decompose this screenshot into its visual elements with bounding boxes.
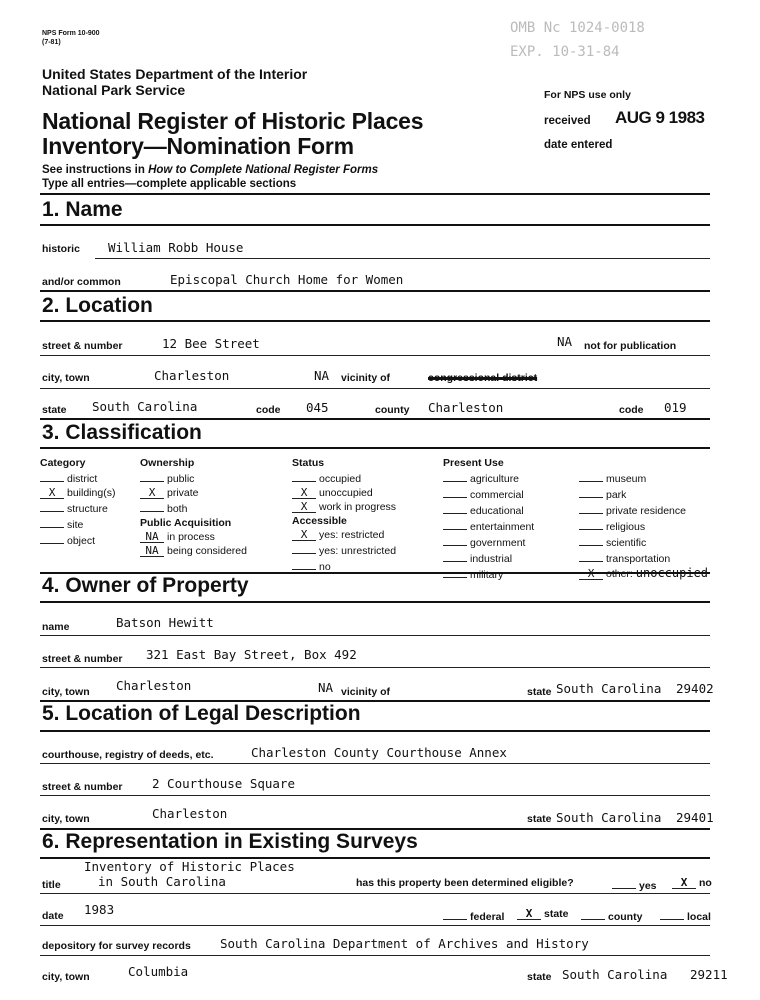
checkbox-district[interactable]: district (40, 470, 115, 486)
service: National Park Service (42, 82, 186, 98)
checkbox-agriculture[interactable]: agriculture (443, 470, 534, 486)
owner-city-label: city, town (42, 686, 90, 698)
rule (40, 320, 710, 322)
checkbox-structure[interactable]: structure (40, 500, 115, 516)
owner-state-value[interactable]: South Carolina (556, 681, 662, 696)
nps-use-label: For NPS use only (544, 89, 631, 101)
checkbox-buildings[interactable]: X building(s) (40, 486, 115, 500)
owner-zip-value[interactable]: 29402 (676, 681, 714, 696)
survey-city-value[interactable]: Columbia (128, 964, 189, 979)
survey-state[interactable]: X state (517, 908, 569, 920)
vicinity-label: vicinity of (341, 372, 391, 384)
omb-stamp-line1: OMB Nc 1024-0018 (510, 20, 645, 36)
department: United States Department of the Interior (42, 66, 308, 82)
rule (40, 418, 710, 420)
field-underline (40, 635, 710, 636)
field-underline (40, 667, 710, 668)
state-value[interactable]: South Carolina (92, 399, 198, 414)
historic-label: historic (42, 243, 80, 255)
rule (40, 447, 710, 449)
congressional-district-label: congressional district (428, 372, 538, 384)
rule (40, 193, 710, 195)
checkbox-occupied[interactable]: occupied (292, 470, 396, 486)
field-underline (40, 925, 710, 926)
checkbox-park[interactable]: park (579, 486, 708, 502)
common-value[interactable]: Episcopal Church Home for Women (170, 272, 404, 287)
accessible-title: Accessible (292, 515, 347, 527)
status-title: Status (292, 457, 325, 469)
checkbox-in-process[interactable]: NA in process (140, 530, 247, 544)
received-label: received (544, 115, 591, 127)
survey-date-label: date (42, 910, 64, 922)
checkbox-public[interactable]: public (140, 470, 247, 486)
section-1-heading: 1. Name (42, 198, 123, 221)
checkbox-entertainment[interactable]: entertainment (443, 518, 534, 534)
checkbox-unoccupied[interactable]: X unoccupied (292, 486, 396, 500)
legal-city-value[interactable]: Charleston (152, 806, 228, 821)
checkbox-yes-unrestricted[interactable]: yes: unrestricted (292, 542, 396, 558)
section-4-heading: 4. Owner of Property (42, 574, 249, 597)
ownership-group (140, 456, 247, 558)
owner-city-value[interactable]: Charleston (116, 678, 192, 693)
survey-title-value-1[interactable]: Inventory of Historic Places (84, 859, 295, 874)
checkbox-work-in-progress[interactable]: X work in progress (292, 500, 396, 514)
county-value[interactable]: Charleston (428, 400, 504, 415)
street-label: street & number (42, 340, 123, 352)
historic-value[interactable]: William Robb House (108, 240, 244, 255)
acquisition-title: Public Acquisition (140, 517, 232, 529)
checkbox-industrial[interactable]: industrial (443, 550, 534, 566)
legal-zip-value[interactable]: 29401 (676, 810, 714, 825)
checkbox-military[interactable]: military (443, 566, 534, 582)
owner-vicinity-label: vicinity of (341, 686, 391, 698)
section-5-heading: 5. Location of Legal Description (42, 702, 361, 725)
present-use-group-2 (579, 470, 708, 581)
category-group (40, 456, 115, 548)
legal-state-label: state (527, 813, 552, 825)
ownership-title: Ownership (140, 457, 195, 469)
checkbox-museum[interactable]: museum (579, 470, 708, 486)
checkbox-religious[interactable]: religious (579, 518, 708, 534)
checkbox-commercial[interactable]: commercial (443, 486, 534, 502)
checkbox-yes-restricted[interactable]: X yes: restricted (292, 528, 396, 542)
survey-federal[interactable]: federal (443, 908, 504, 923)
courthouse-label: courthouse, registry of deeds, etc. (42, 749, 214, 761)
common-label: and/or common (42, 276, 121, 288)
state-label: state (42, 404, 67, 416)
field-underline (40, 355, 710, 356)
nfp-mark[interactable]: NA (557, 334, 573, 349)
owner-name-label: name (42, 621, 70, 633)
survey-county[interactable]: county (581, 908, 642, 923)
owner-street-label: street & number (42, 653, 123, 665)
checkbox-other[interactable]: X other: unoccupied (579, 566, 708, 581)
survey-local[interactable]: local (660, 908, 711, 923)
section-6-heading: 6. Representation in Existing Surveys (42, 830, 418, 853)
legal-street-value[interactable]: 2 Courthouse Square (152, 776, 295, 791)
survey-state-label: state (527, 971, 552, 983)
code2-value[interactable]: 019 (664, 400, 687, 415)
section-3-heading: 3. Classification (42, 421, 202, 444)
survey-title-value-2[interactable]: in South Carolina (98, 874, 226, 889)
rule (40, 730, 710, 732)
checkbox-site[interactable]: site (40, 516, 115, 532)
field-underline (40, 795, 710, 796)
survey-zip-value[interactable]: 29211 (690, 967, 728, 982)
omb-stamp-line2: EXP. 10-31-84 (510, 44, 620, 60)
courthouse-value[interactable]: Charleston County Courthouse Annex (251, 745, 507, 760)
status-group (292, 456, 396, 574)
checkbox-government[interactable]: government (443, 534, 534, 550)
legal-state-value[interactable]: South Carolina (556, 810, 662, 825)
legal-city-label: city, town (42, 813, 90, 825)
checkbox-being-considered[interactable]: NA being considered (140, 544, 247, 558)
survey-state-value[interactable]: South Carolina (562, 967, 668, 982)
nfp-label: not for publication (584, 340, 677, 352)
owner-state-label: state (527, 686, 552, 698)
field-underline (40, 893, 710, 894)
checkbox-private-residence[interactable]: private residence (579, 502, 708, 518)
depository-value[interactable]: South Carolina Department of Archives and History (220, 936, 589, 951)
category-title: Category (40, 457, 86, 469)
date-entered-label: date entered (544, 139, 613, 151)
section-2-heading: 2. Location (42, 294, 153, 317)
checkbox-transportation[interactable]: transportation (579, 550, 708, 566)
field-underline (40, 955, 710, 956)
field-underline (95, 258, 710, 259)
street-value[interactable]: 12 Bee Street (162, 336, 260, 351)
field-underline (40, 763, 710, 764)
checkbox-no[interactable]: no (292, 558, 396, 574)
form-title-line2: Inventory—Nomination Form (42, 133, 354, 159)
checkbox-educational[interactable]: educational (443, 502, 534, 518)
survey-city-label: city, town (42, 971, 90, 983)
county-label: county (375, 404, 410, 416)
checkbox-object[interactable]: object (40, 532, 115, 548)
instructions-line1: See instructions in How to Complete National Register Forms (42, 164, 379, 176)
code-label: code (256, 404, 281, 416)
present-use-title: Present Use (443, 457, 504, 469)
form-title-line1: National Register of Historic Places (42, 108, 424, 134)
owner-name-value[interactable]: Batson Hewitt (116, 615, 214, 630)
code-value[interactable]: 045 (306, 400, 329, 415)
checkbox-private[interactable]: X private (140, 486, 247, 500)
eligible-no[interactable]: X no (672, 877, 712, 889)
survey-title-label: title (42, 879, 61, 891)
rule (40, 224, 710, 226)
instructions-line2: Type all entries—complete applicable sections (42, 178, 297, 190)
city-value[interactable]: Charleston (154, 368, 230, 383)
rule (40, 290, 710, 292)
field-underline (40, 388, 710, 389)
present-use-group (443, 456, 534, 582)
owner-street-value[interactable]: 321 East Bay Street, Box 492 (146, 647, 357, 662)
owner-vicinity-mark[interactable]: NA (318, 680, 334, 695)
legal-street-label: street & number (42, 781, 123, 793)
form-revision: (7-81) (42, 39, 61, 46)
checkbox-both[interactable]: both (140, 500, 247, 516)
survey-date-value[interactable]: 1983 (84, 902, 115, 917)
city-label: city, town (42, 372, 90, 384)
received-stamp: AUG 9 1983 (615, 108, 705, 127)
rule (40, 601, 710, 603)
code2-label: code (619, 404, 644, 416)
other-value[interactable]: unoccupied (635, 566, 709, 580)
eligible-yes[interactable]: yes (612, 877, 657, 892)
form-number: NPS Form 10-900 (42, 30, 100, 37)
depository-label: depository for survey records (42, 940, 191, 952)
eligible-label: has this property been determined eligible? (356, 877, 574, 889)
vicinity-mark[interactable]: NA (314, 368, 330, 383)
checkbox-scientific[interactable]: scientific (579, 534, 708, 550)
